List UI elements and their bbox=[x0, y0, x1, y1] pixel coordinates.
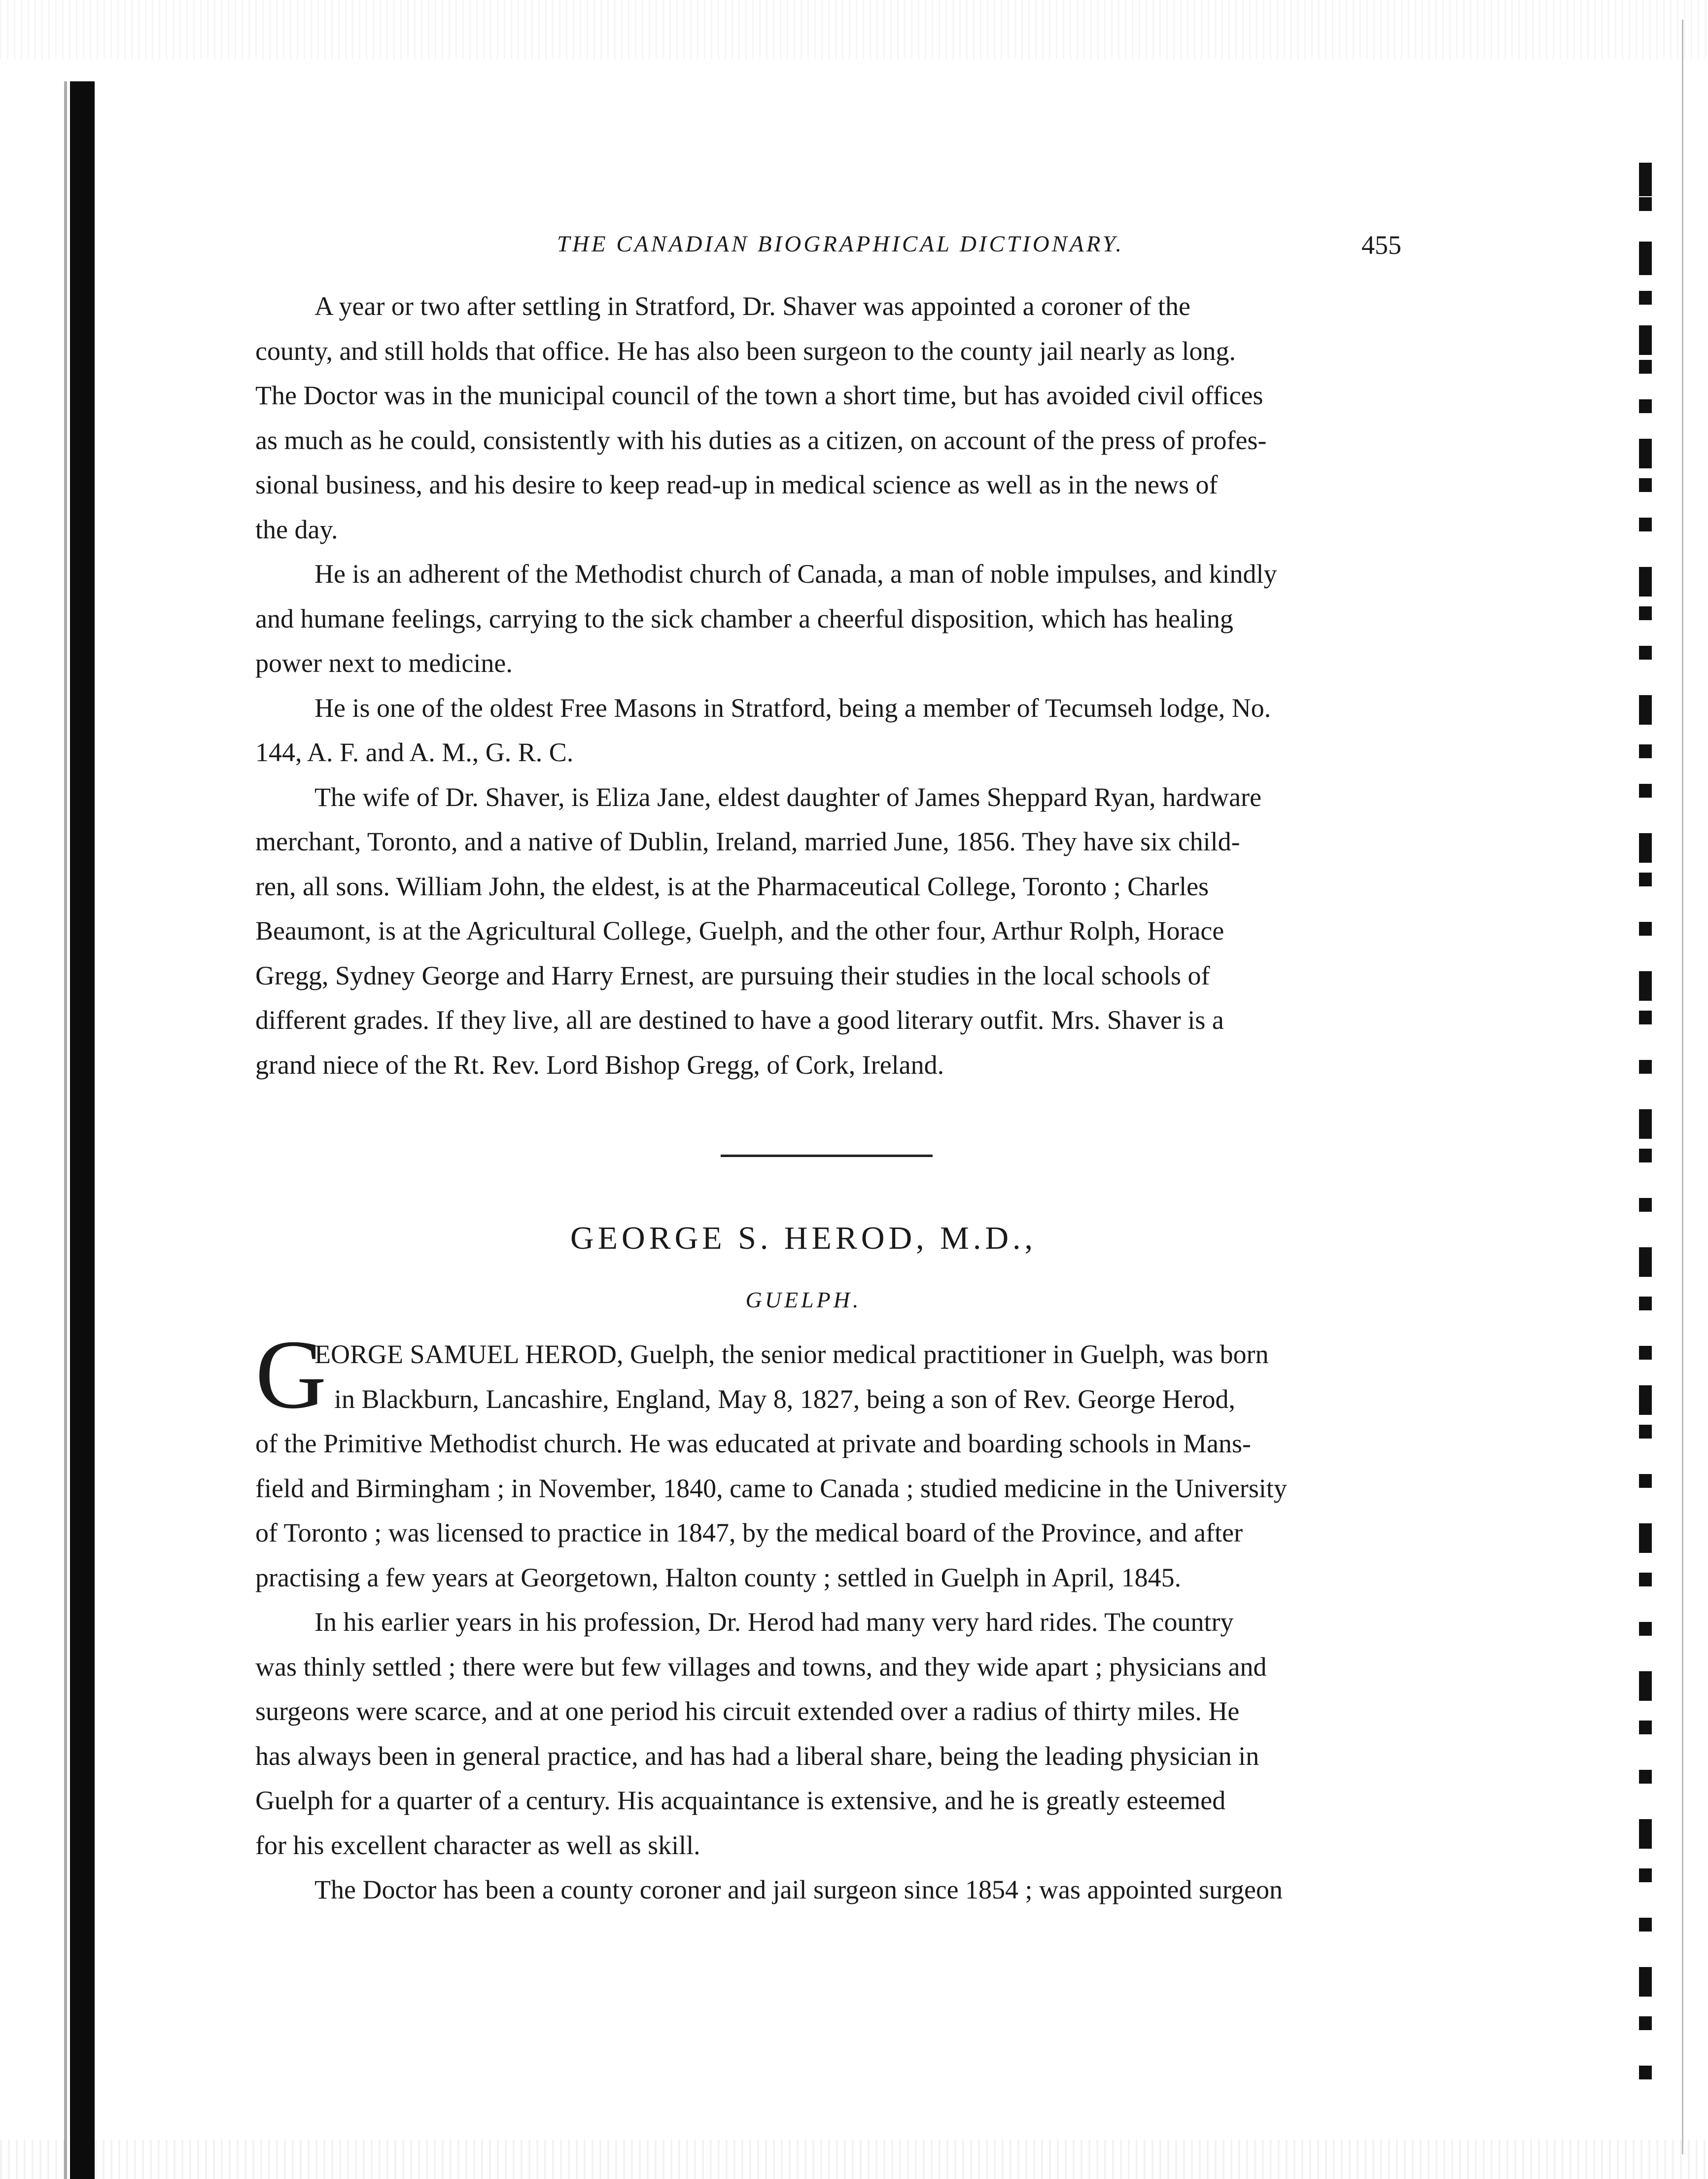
scan-edge-tick bbox=[1639, 182, 1652, 196]
scan-edge-marks bbox=[1639, 163, 1664, 2110]
scan-edge-tick bbox=[1639, 873, 1652, 886]
scan-edge-tick bbox=[1639, 646, 1652, 660]
scan-bottom-edge bbox=[0, 2140, 1708, 2179]
first-paragraph-lines bbox=[255, 1320, 1414, 1429]
scan-edge-tick bbox=[1639, 1523, 1652, 1553]
scan-edge-tick bbox=[1639, 695, 1652, 725]
scan-edge-tick bbox=[1639, 518, 1652, 531]
paragraph: In his earlier years in his profession, Dr. Herod had many very hard rides. The country was thinly settled ; there were but few villages and towns, and they wide apart ; physicians and surgeons were scarce, and at one period his circuit extended over a radius of thirty miles. He has always been in general practice, and has had a liberal share, being the leading physician in Guelph for a quarter of a century. His acquaintance is extensive, and he is greatly esteemed for his excellent character as well as skill. bbox=[255, 1607, 1267, 1860]
scan-edge-tick bbox=[1639, 1149, 1652, 1162]
paragraph: A year or two after settling in Stratford, Dr. Shaver was appointed a coroner of the county, and still holds that office. He has also been surgeon to the county jail nearly as long. The Doctor was in the municipal council of the town a short time, but has avoided civil offices as much as he could, consistently with his duties as a citizen, on account of the press of profes- sional business, and his desire to keep read-up in medical science as well as in the news of the day. bbox=[255, 291, 1267, 544]
scan-edge-tick bbox=[1639, 1011, 1652, 1024]
scan-edge-tick bbox=[1639, 1770, 1652, 1784]
scan-edge-tick bbox=[1639, 1060, 1652, 1074]
scan-edge-tick bbox=[1639, 1425, 1652, 1439]
scan-edge-tick bbox=[1639, 197, 1652, 211]
scan-edge-tick bbox=[1639, 1573, 1652, 1586]
paragraph: The wife of Dr. Shaver, is Eliza Jane, eldest daughter of James Sheppard Ryan, hardware merchant, Toronto, and a native of Dublin, Ireland, married June, 1856. They have six child- ren, all sons. William John, the eldest, is at the Pharmaceutical College, Toronto ; Charles Beaumont, is at the Agricultural College, Guelph, and the other four, Arthur Rolph, Horace Gregg, Sydney George and Harry Ernest, are pursuing their studies in the local schools of different grades. If they live, all are destined to have a good literary outfit. Mrs. Shaver is a grand niece of the Rt. Rev. Lord Bishop Gregg, of Cork, Ireland. bbox=[255, 782, 1262, 1080]
entry-text bbox=[255, 1320, 1414, 1912]
scan-edge-tick bbox=[1639, 606, 1652, 620]
scan-top-edge bbox=[0, 0, 1708, 59]
scan-edge-tick bbox=[1639, 1385, 1652, 1415]
entry-location: GUELPH. bbox=[745, 1287, 862, 1312]
paragraph: of the Primitive Methodist church. He was educated at private and boarding schools in Mans- field and Birmingham ; in November, 1840, came to Canada ; studied medicine in the University of Toronto ; was licensed to practice in 1847, by the medical board of the Province, and after practising a few years at Georgetown, Halton county ; settled in Guelph in April, 1845. bbox=[255, 1429, 1287, 1592]
scan-edge-tick bbox=[1639, 1474, 1652, 1488]
scan-edge-tick bbox=[1639, 567, 1652, 597]
running-title: THE CANADIAN BIOGRAPHICAL DICTIONARY. bbox=[557, 231, 1124, 257]
scan-edge-tick bbox=[1639, 1247, 1652, 1277]
scan-edge-tick bbox=[1639, 1109, 1652, 1139]
scan-edge-tick bbox=[1639, 1198, 1652, 1212]
scan-edge-tick bbox=[1639, 1346, 1652, 1360]
drop-cap: G bbox=[255, 1320, 327, 1429]
scan-edge-tick bbox=[1639, 291, 1652, 305]
paragraph: He is one of the oldest Free Masons in Stratford, being a member of Tecumseh lodge, No. 144, A. F. and A. M., G. R. C. bbox=[255, 693, 1271, 767]
scan-edge-tick bbox=[1639, 325, 1652, 355]
scan-edge-tick bbox=[1639, 833, 1652, 863]
scan-edge-tick bbox=[1639, 1918, 1652, 1932]
scan-edge-tick bbox=[1639, 1819, 1652, 1849]
scan-edge-tick bbox=[1639, 1967, 1652, 1997]
scan-edge-tick bbox=[1639, 971, 1652, 1001]
page-number: 455 bbox=[1361, 230, 1401, 260]
scan-edge-tick bbox=[1639, 744, 1652, 758]
scan-edge-tick bbox=[1639, 399, 1652, 413]
section-divider bbox=[721, 1155, 933, 1157]
second-line: in Blackburn, Lancashire, England, May 8, 1827, being a son of Rev. George Herod, bbox=[334, 1384, 1236, 1414]
scan-edge-tick bbox=[1639, 1622, 1652, 1636]
scan-edge-tick bbox=[1639, 2016, 1652, 2030]
scan-edge-tick bbox=[1639, 1721, 1652, 1734]
scan-right-edge bbox=[1682, 20, 1683, 2154]
scan-edge-tick bbox=[1639, 360, 1652, 374]
first-paragraph bbox=[255, 1320, 1414, 1600]
scan-edge-tick bbox=[1639, 784, 1652, 798]
scan-edge-tick bbox=[1639, 1868, 1652, 1882]
scan-binding-shadow bbox=[70, 81, 95, 2179]
scan-edge-tick bbox=[1639, 2066, 1652, 2079]
previous-entry-text bbox=[255, 284, 1414, 1087]
scan-edge-tick bbox=[1639, 261, 1652, 275]
scan-edge-tick bbox=[1639, 1671, 1652, 1701]
scan-edge-tick bbox=[1639, 922, 1652, 936]
scan-edge-tick bbox=[1639, 478, 1652, 492]
scan-edge-tick bbox=[1639, 1297, 1652, 1310]
scan-edge-tick bbox=[1639, 439, 1652, 468]
paragraph: He is an adherent of the Methodist church of Canada, a man of noble impulses, and kindly and humane feelings, carrying to the sick chamber a cheerful disposition, which has healing power next to medicine. bbox=[255, 559, 1277, 678]
paragraph: The Doctor has been a county coroner and jail surgeon since 1854 ; was appointed surgeon bbox=[314, 1875, 1283, 1904]
first-line: EORGE SAMUEL HEROD, Guelph, the senior medical practitioner in Guelph, was born bbox=[314, 1339, 1269, 1369]
entry-title: GEORGE S. HEROD, M.D., bbox=[570, 1220, 1037, 1256]
